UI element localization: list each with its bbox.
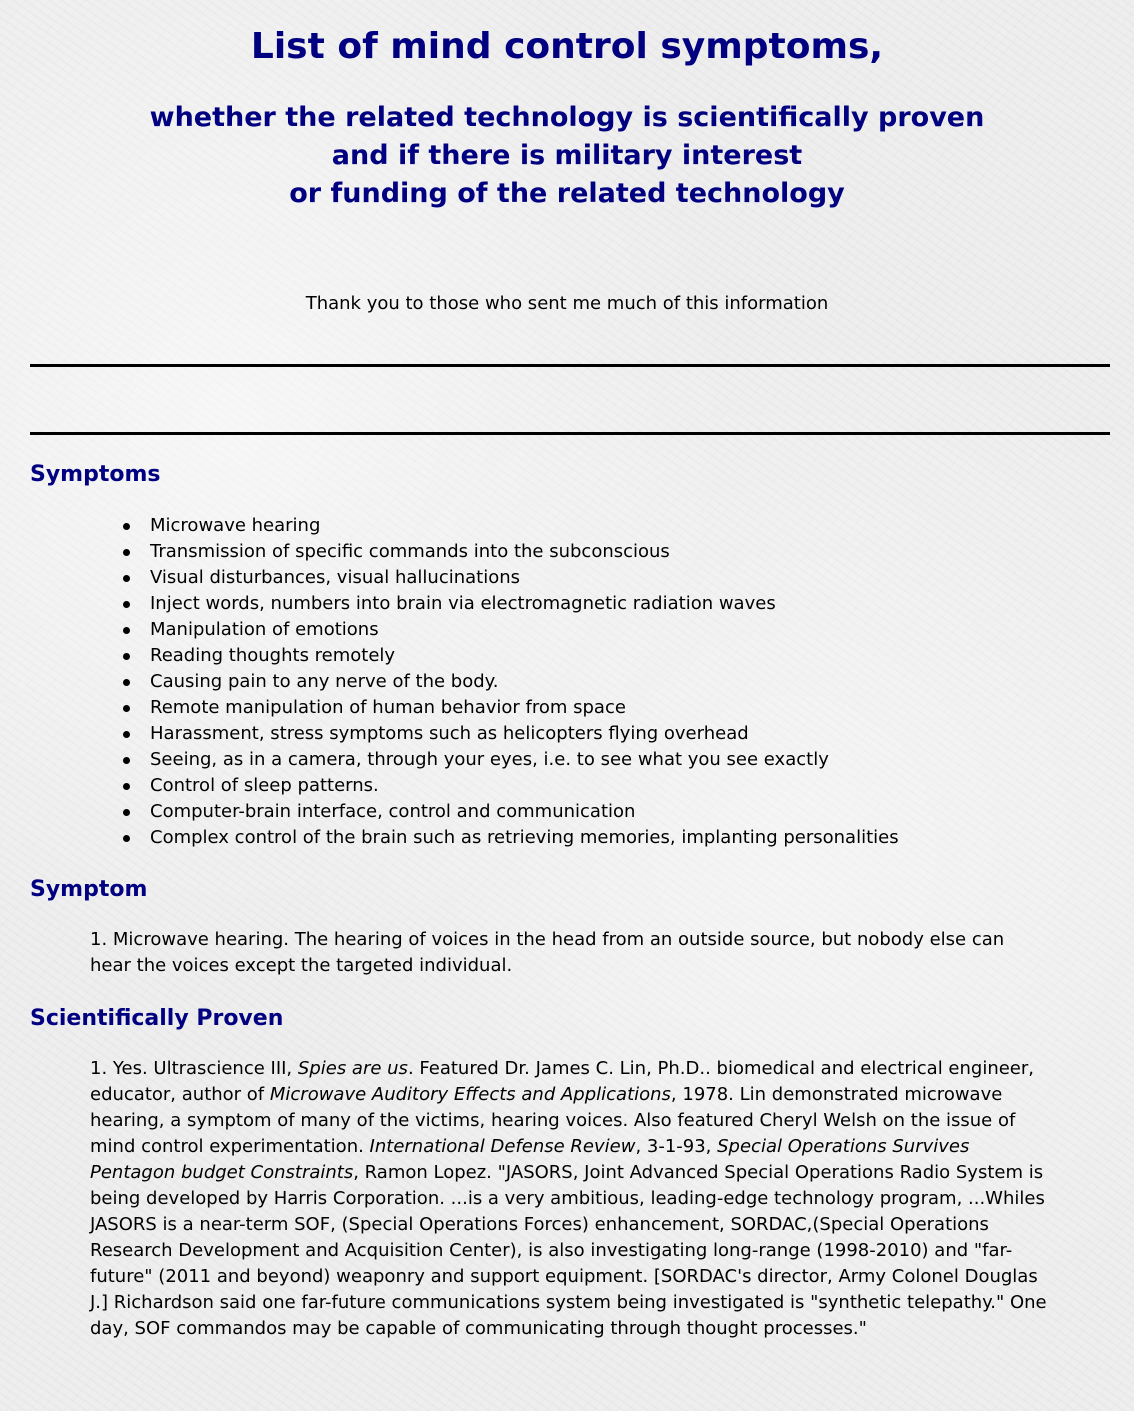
subtitle-line: and if there is military interest [331, 140, 803, 171]
page-subtitle [0, 99, 1134, 213]
paragraph-text: , Ramon Lopez. "JASORS, Joint Advanced Special Operations Radio System is being developed by Harris Corporation. ...is a very ambitious, leading-edge technology program, ...Whiles JASORS is a near-term SOF, (Special Operations Forces) enhancement, SORDAC,(Special Operations Research Development and Acquisition Center), is also investigating long-range (1998-2010) and "far-future" (2011 and beyond) weaponry and support equipment. [SORDAC's director, Army Colonel Douglas J.] Richardson said one far-future communications system being investigated is "synthetic telepathy." One day, SOF commandos may be capable of communicating through thought processes." [90, 1162, 1047, 1339]
list-item-text: Control of sleep patterns. [150, 775, 379, 796]
bullet-icon [123, 601, 130, 608]
list-item-text: Reading thoughts remotely [150, 645, 396, 666]
list-item-text: Causing pain to any nerve of the body. [150, 671, 499, 692]
scientifically-proven-heading: Scientifically Proven [30, 1006, 284, 1031]
symptoms-heading: Symptoms [30, 462, 161, 487]
list-item [150, 773, 899, 799]
list-item [150, 695, 899, 721]
list-item [150, 591, 899, 617]
citation-title: Spies are us [297, 1058, 408, 1079]
list-item-text: Inject words, numbers into brain via electromagnetic radiation waves [150, 593, 776, 614]
list-item [150, 617, 899, 643]
thanks-note: Thank you to those who sent me much of this information [305, 293, 829, 314]
bullet-icon [123, 809, 130, 816]
bullet-icon [123, 835, 130, 842]
list-item-text: Seeing, as in a camera, through your eyes, i.e. to see what you see exactly [150, 749, 829, 770]
citation-title: Microwave Auditory Effects and Applications [269, 1084, 671, 1105]
list-item [150, 669, 899, 695]
list-item [150, 721, 899, 747]
bullet-icon [123, 783, 130, 790]
bullet-icon [123, 523, 130, 530]
bullet-icon [123, 653, 130, 660]
paragraph-text: , 3-1-93, [635, 1136, 718, 1157]
list-item-text: Transmission of specific commands into the subconscious [150, 541, 670, 562]
scientifically-proven-paragraph [90, 1056, 1050, 1342]
symptoms-list [150, 513, 899, 851]
list-item [150, 747, 899, 773]
symptom-paragraph: 1. Microwave hearing. The hearing of voices in the head from an outside source, but nobody else can hear the voices except the targeted individual. [90, 929, 1005, 976]
list-item [150, 513, 899, 539]
bullet-icon [123, 549, 130, 556]
citation-title: International Defense Review [369, 1136, 636, 1157]
symptom-heading: Symptom [30, 877, 148, 902]
paragraph-text: 1. Yes. Ultrascience III, [90, 1058, 298, 1079]
list-item [150, 565, 899, 591]
citation-title: Special Operations Survives Pentagon budget Constraints [90, 1136, 970, 1183]
bullet-icon [123, 679, 130, 686]
list-item [150, 643, 899, 669]
list-item [150, 539, 899, 565]
bullet-icon [123, 757, 130, 764]
list-item-text: Computer-brain interface, control and communication [150, 801, 636, 822]
bullet-icon [123, 627, 130, 634]
bullet-icon [123, 575, 130, 582]
subtitle-line: whether the related technology is scientifically proven [149, 102, 985, 133]
list-item-text: Visual disturbances, visual hallucinations [150, 567, 521, 588]
paragraph-text: . Featured Dr. James C. Lin, Ph.D.. biomedical and electrical engineer, educator, author of [90, 1058, 1034, 1105]
horizontal-rule [30, 432, 1110, 435]
bullet-icon [123, 705, 130, 712]
page-title: List of mind control symptoms, [250, 26, 884, 67]
list-item-text: Manipulation of emotions [150, 619, 379, 640]
list-item [150, 825, 899, 851]
horizontal-rule [30, 364, 1110, 367]
list-item-text: Remote manipulation of human behavior from space [150, 697, 626, 718]
paragraph-text: , 1978. Lin demonstrated microwave hearing, a symptom of many of the victims, hearing voices. Also featured Cheryl Welsh on the issue of mind control experimentation. [90, 1084, 1016, 1157]
list-item-text: Microwave hearing [150, 515, 321, 536]
list-item [150, 799, 899, 825]
subtitle-line: or funding of the related technology [289, 178, 845, 209]
list-item-text: Harassment, stress symptoms such as helicopters flying overhead [150, 723, 749, 744]
bullet-icon [123, 731, 130, 738]
list-item-text: Complex control of the brain such as retrieving memories, implanting personalities [150, 827, 899, 848]
